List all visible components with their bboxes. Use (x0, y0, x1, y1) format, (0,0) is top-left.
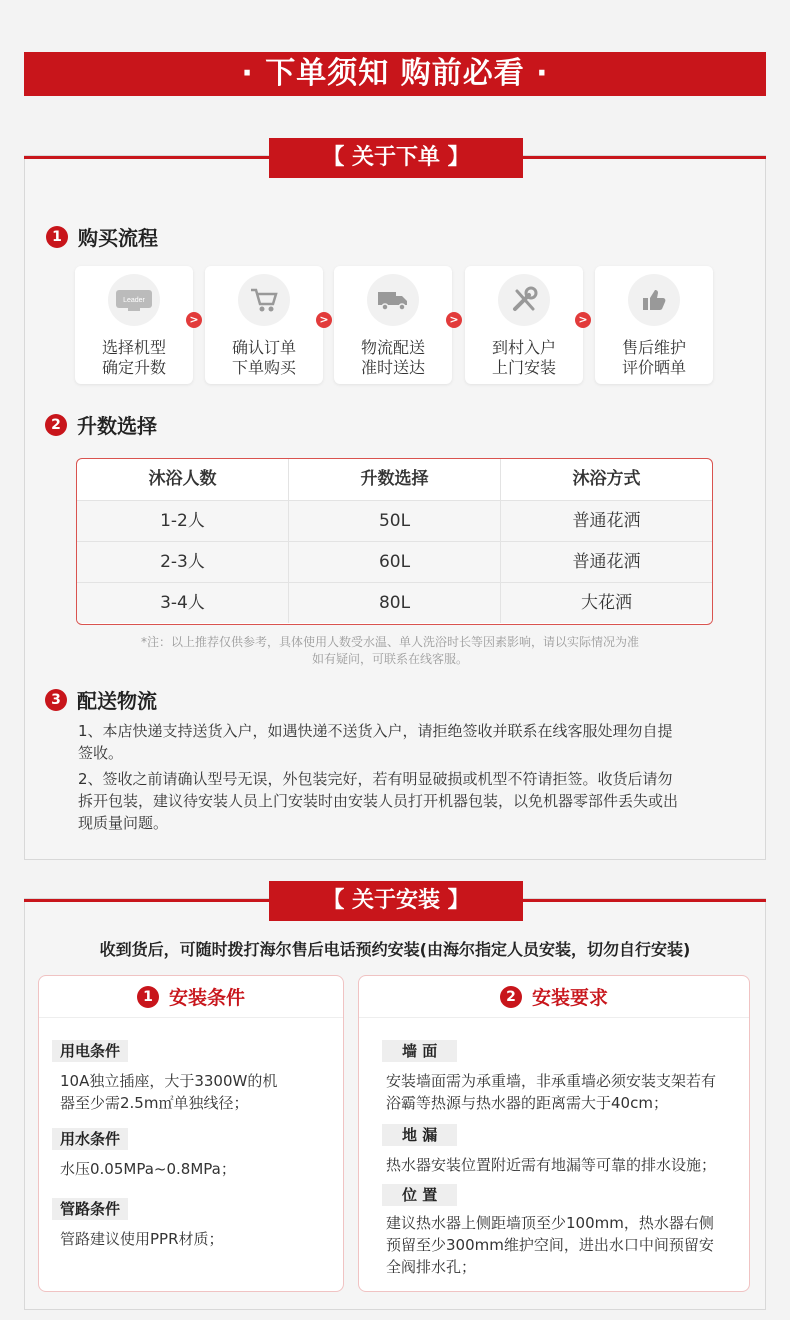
condition-text-water: 水压0.05MPa~0.8MPa； (60, 1160, 236, 1178)
flow-step-line2: 评价晒单 (621, 358, 686, 377)
table-row (77, 582, 712, 623)
truck-icon (367, 274, 419, 326)
table-row (77, 500, 712, 541)
flow-step-after-sales (595, 266, 713, 384)
condition-text-electric: 10A独立插座，大于3300W的机器至少需2.5m㎡单独线径； (60, 1072, 278, 1112)
flow-step-line1: 到村入户 (491, 338, 556, 357)
page-banner: · 下单须知 购前必看 · (24, 52, 766, 96)
requirements-title: 安装要求 (531, 987, 608, 1009)
capacity-note (100, 634, 680, 668)
requirement-tag-drain: 地 漏 (382, 1124, 457, 1146)
condition-tag-pipe: 管路条件 (52, 1198, 128, 1220)
capacity-table (76, 458, 713, 625)
install-conditions-box (38, 975, 344, 1292)
table-cell: 2-3人 (160, 552, 205, 572)
install-section-header: 【 关于安装 】 (269, 881, 523, 921)
requirements-header (359, 976, 749, 1018)
install-intro: 收到货后，可随时拨打海尔售后电话预约安装(由海尔指定人员安装，切勿自行安装) (99, 940, 691, 959)
step-number-badge: 2 (45, 414, 67, 436)
flow-step-line2: 上门安装 (491, 358, 556, 377)
order-section-header: 【 关于下单 】 (269, 138, 523, 178)
delivery-title (45, 685, 157, 714)
flow-step-line1: 确认订单 (231, 338, 296, 357)
table-cell: 80L (288, 583, 500, 623)
tools-icon (498, 274, 550, 326)
note-line: *注：以上推荐仅供参考，具体使用人数受水温、单人洗浴时长等因素影响，请以实际情况为准 (140, 635, 639, 649)
conditions-title: 安装条件 (168, 987, 245, 1009)
delivery-paragraph-1: 1、本店快递支持送货入户，如遇快递不送货入户，请拒绝签收并联系在线客服处理勿自提签收。 (78, 722, 673, 762)
purchase-flow-title (46, 222, 158, 251)
flow-step-line2: 确定升数 (101, 358, 166, 377)
flow-step-home-install (465, 266, 583, 384)
table-header-row (77, 459, 712, 500)
table-cell: 大花洒 (500, 583, 712, 623)
condition-tag-electric: 用电条件 (52, 1040, 128, 1062)
leader-logo-text: Leader (123, 297, 145, 304)
flow-arrow-icon: > (186, 312, 202, 328)
table-cell: 1-2人 (160, 511, 205, 531)
step-number-badge: 1 (137, 986, 159, 1008)
flow-step-line2: 准时送达 (360, 358, 425, 377)
install-requirements-box (358, 975, 750, 1292)
step-number-badge: 1 (46, 226, 68, 248)
capacity-label: 升数选择 (77, 414, 157, 438)
delivery-paragraph-2: 2、签收之前请确认型号无误，外包装完好，若有明显破损或机型不符请拒签。收货后请勿拆开包装，建议待安装人员上门安装时由安装人员打开机器包装，以免机器零部件丢失或出现质量问题。 (78, 770, 679, 832)
table-cell: 普通花洒 (500, 501, 712, 541)
flow-step-line1: 售后维护 (621, 338, 686, 357)
table-cell: 50L (288, 501, 500, 541)
requirement-text-wall: 安装墙面需为承重墙，非承重墙必须安装支架若有浴霸等热源与热水器的距离需大于40cm； (386, 1072, 717, 1112)
leader-logo-icon (108, 274, 160, 326)
purchase-flow-label: 购买流程 (78, 226, 158, 250)
table-header-cell: 沐浴方式 (500, 459, 712, 500)
flow-step-confirm-order (205, 266, 323, 384)
requirement-text-position: 建议热水器上侧距墙顶至少100mm，热水器右侧预留至少300mm维护空间，进出水口中间预留安全阀排水孔； (386, 1214, 714, 1276)
condition-tag-water: 用水条件 (52, 1128, 128, 1150)
table-header-cell: 升数选择 (288, 459, 500, 500)
flow-step-logistics (334, 266, 452, 384)
requirement-tag-position: 位 置 (382, 1184, 457, 1206)
requirement-text-drain: 热水器安装位置附近需有地漏等可靠的排水设施； (386, 1156, 717, 1174)
flow-step-select-model (75, 266, 193, 384)
flow-arrow-icon: > (446, 312, 462, 328)
flow-arrow-icon: > (575, 312, 591, 328)
table-row (77, 541, 712, 582)
flow-step-line2: 下单购买 (231, 358, 296, 377)
table-header-cell: 沐浴人数 (148, 469, 217, 489)
purchase-flow-steps (75, 266, 715, 384)
thumbs-up-icon (628, 274, 680, 326)
flow-step-line1: 物流配送 (360, 338, 425, 357)
step-number-badge: 2 (500, 986, 522, 1008)
flow-step-line1: 选择机型 (101, 338, 166, 357)
step-number-badge: 3 (45, 689, 67, 711)
capacity-title (45, 410, 157, 439)
table-cell: 普通花洒 (500, 542, 712, 582)
table-cell: 3-4人 (160, 593, 205, 613)
flow-arrow-icon: > (316, 312, 332, 328)
condition-text-pipe: 管路建议使用PPR材质； (60, 1230, 224, 1248)
requirement-tag-wall: 墙 面 (382, 1040, 457, 1062)
delivery-label: 配送物流 (77, 689, 157, 713)
conditions-header (39, 976, 343, 1018)
install-panel (24, 888, 766, 1310)
cart-icon (238, 274, 290, 326)
table-cell: 60L (288, 542, 500, 582)
note-line: 如有疑问，可联系在线客服。 (311, 652, 468, 666)
